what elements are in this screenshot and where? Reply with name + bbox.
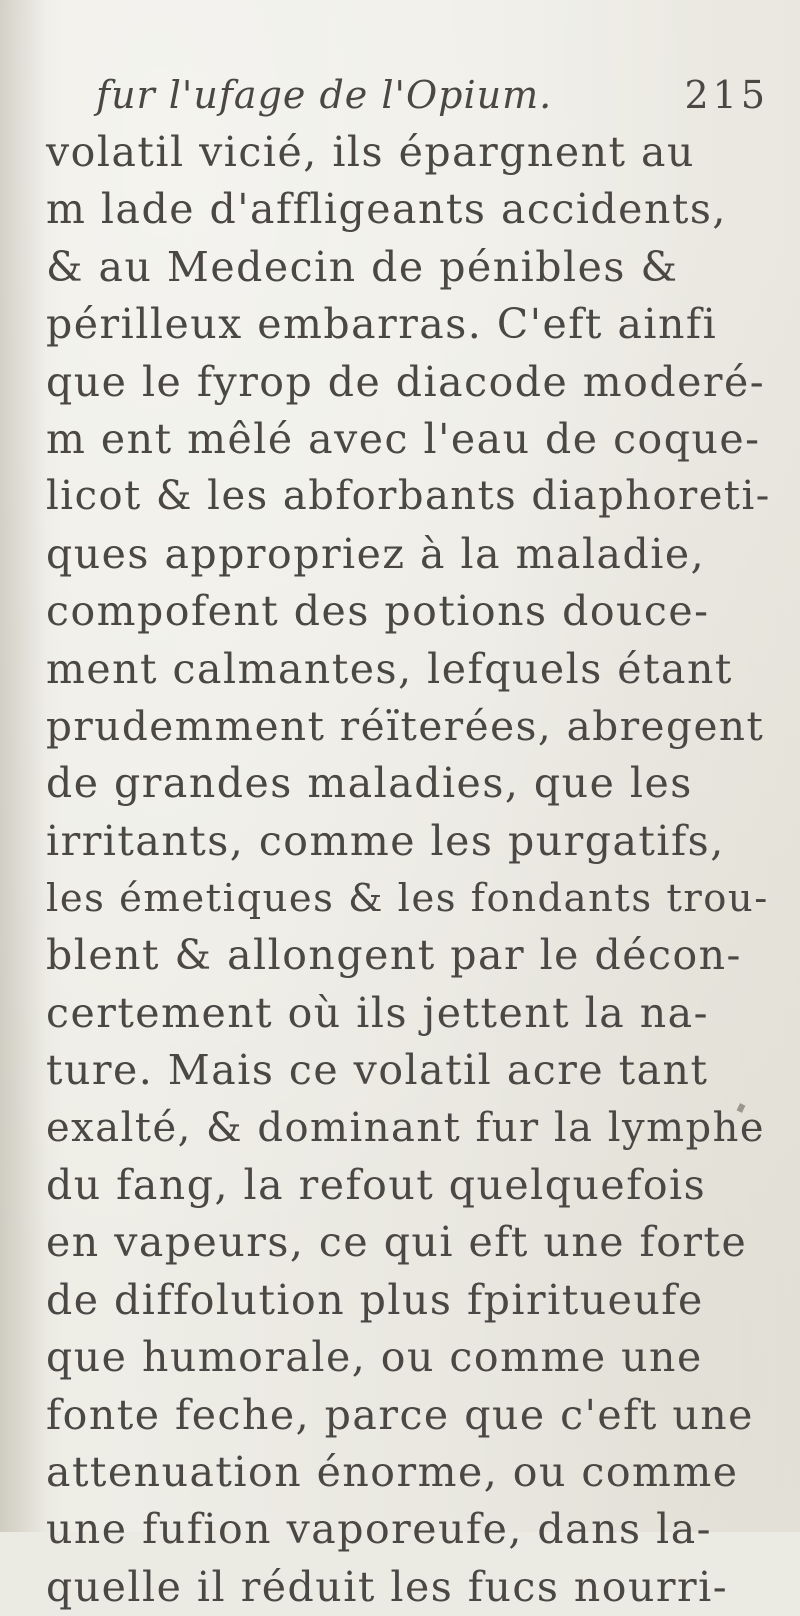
text-line: une fufion vaporeufe, dans la-: [46, 1505, 712, 1554]
text-line: blent & allongent par le décon-: [46, 931, 742, 980]
running-head-title: fur l'ufage de l'Opium.: [96, 73, 553, 117]
text-line: exalté, & dominant fur la lymphe: [46, 1104, 766, 1151]
text-line: ture. Mais ce volatil acre tant: [46, 1046, 709, 1095]
text-line: certement où ils jettent la na-: [46, 988, 709, 1037]
text-line: périlleux embarras. C'eft ainfi: [46, 300, 718, 349]
text-line: fonte feche, parce que c'eft une: [46, 1390, 754, 1439]
text-line: m ent mêlé avec l'eau de coque-: [46, 414, 761, 463]
text-line: m lade d'affligeants accidents,: [46, 185, 727, 234]
text-line: ment calmantes, lefquels étant: [46, 644, 733, 693]
text-line: les émetiques & les fondants trou-: [46, 876, 769, 922]
page-text-block: [46, 66, 771, 1616]
text-line: que le fyrop de diacode moderé-: [46, 357, 766, 406]
text-line: irritants, comme les purgatifs,: [46, 816, 725, 865]
page-number: 215: [684, 73, 769, 117]
text-line: quelle il réduit les fucs nourri-: [46, 1562, 729, 1611]
text-line: que humorale, ou comme une: [46, 1333, 703, 1382]
running-head: [46, 66, 771, 124]
text-line: volatil vicié, ils épargnent au: [46, 128, 695, 176]
text-line: compofent des potions douce-: [46, 587, 710, 636]
text-line: & au Medecin de pénibles &: [46, 242, 679, 291]
text-line: licot & les abforbants diaphoreti-: [46, 473, 771, 520]
text-line: de diffolution plus fpiritueufe: [46, 1275, 704, 1324]
page-gutter-shadow: [0, 0, 46, 1532]
text-line: du fang, la refout quelquefois: [46, 1161, 707, 1210]
text-line: de grandes maladies, que les: [46, 759, 693, 808]
text-line: en vapeurs, ce qui eft une forte: [46, 1218, 748, 1267]
text-line: attenuation énorme, ou comme: [46, 1447, 739, 1496]
text-line: ques appropriez à la maladie,: [46, 529, 706, 578]
text-line: prudemment réïterées, abregent: [46, 701, 765, 750]
